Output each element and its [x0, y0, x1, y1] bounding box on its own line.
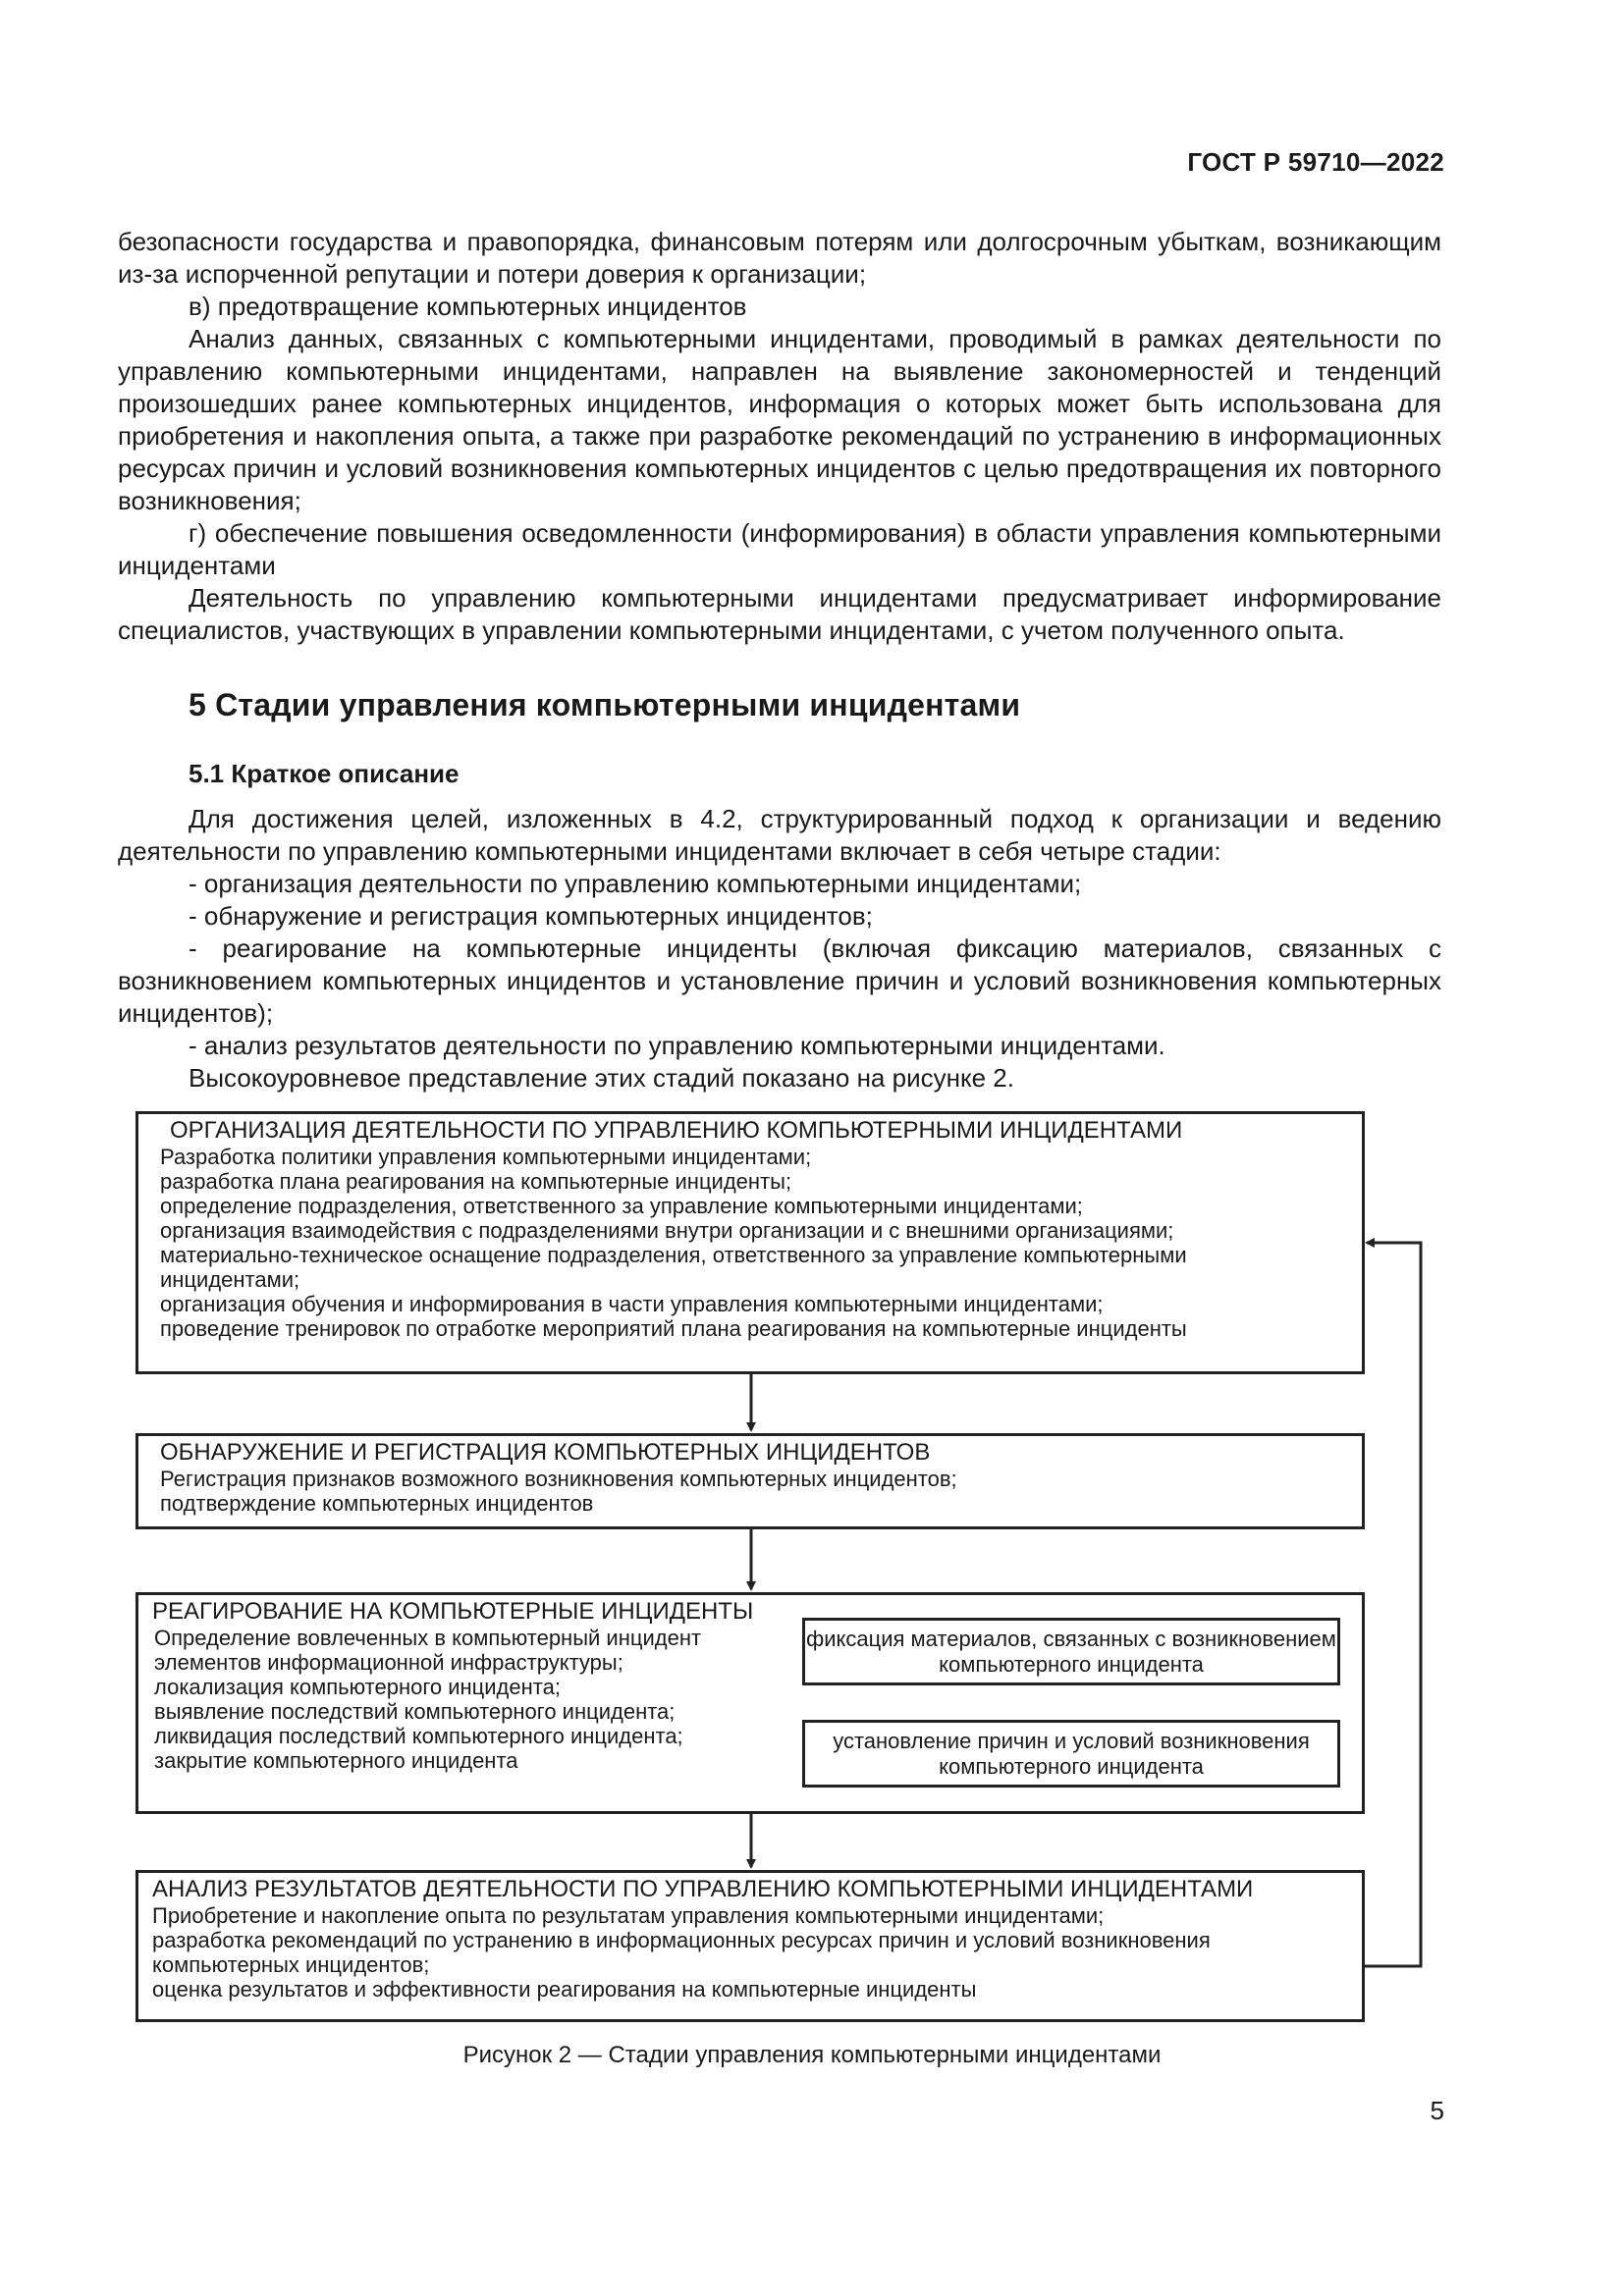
- subsection-heading: 5.1 Краткое описание: [189, 759, 460, 788]
- list-item: - анализ результатов деятельности по управлению компьютерными инцидентами.: [189, 1031, 1165, 1060]
- stage-title: ОРГАНИЗАЦИЯ ДЕЯТЕЛЬНОСТИ ПО УПРАВЛЕНИЮ КОМПЬЮТЕРНЫМИ ИНЦИДЕНТАМИ: [170, 1117, 1183, 1144]
- section-heading: 5 Стадии управления компьютерными инцидентами: [189, 687, 1021, 722]
- paragraph: Анализ данных, связанных с компьютерными инцидентами, проводимый в рамках деятельности по управлению компьютерными инцидентами, направлен на выявление закономерностей и тенденций произошедших ранее компьютерных инцидентов, информация о которых может быть использована для приобретения и накопления опыта, а также при разработке рекомендаций по устранению в информационных ресурсах причин и условий возникновения компьютерных инцидентов с целью предотвращения их повторного возникновения;: [118, 324, 1441, 515]
- subbox-material-fixation: фиксация материалов, связанных с возникновением компьютерного инцидента: [802, 1618, 1340, 1685]
- list-item: - обнаружение и регистрация компьютерных инцидентов;: [189, 901, 873, 931]
- page-number: 5: [1430, 2096, 1444, 2125]
- list-item-g: г) обеспечение повышения осведомленности (информирования) в области управления компьютерными инцидентами: [118, 518, 1441, 580]
- stage-item: организация взаимодействия с подразделениями внутри организации и с внешними организациями;: [160, 1218, 1174, 1243]
- stage-item: материально-техническое оснащение подразделения, ответственного за управление компьютерными инцидентами;: [160, 1243, 1187, 1292]
- stage-item: закрытие компьютерного инцидента: [154, 1748, 518, 1773]
- stage-item: проведение тренировок по отработке мероприятий плана реагирования на компьютерные инциденты: [160, 1316, 1187, 1341]
- document-code: ГОСТ Р 59710—2022: [1187, 147, 1444, 177]
- stage-item: подтверждение компьютерных инцидентов: [160, 1491, 594, 1516]
- figure-caption: Рисунок 2 — Стадии управления компьютерными инцидентами: [462, 2042, 1162, 2068]
- feedback-arrow: [1362, 1243, 1421, 1966]
- stage-item: оценка результатов и эффективности реагирования на компьютерные инциденты: [152, 1977, 977, 2002]
- stage-item: ликвидация последствий компьютерного инцидента;: [154, 1724, 683, 1748]
- stage-item: Регистрация признаков возможного возникновения компьютерных инцидентов;: [160, 1467, 957, 1491]
- stage-analysis-box: [135, 1870, 1365, 2022]
- stage-item: Приобретение и накопление опыта по результатам управления компьютерными инцидентами;: [152, 1903, 1105, 1928]
- paragraph: Высокоуровневое представление этих стадий показано на рисунке 2.: [189, 1063, 1014, 1093]
- stage-organization-box: [135, 1111, 1365, 1374]
- stage-item: определение подразделения, ответственного за управление компьютерными инцидентами;: [160, 1194, 1083, 1218]
- stage-title: ОБНАРУЖЕНИЕ И РЕГИСТРАЦИЯ КОМПЬЮТЕРНЫХ ИНЦИДЕНТОВ: [160, 1439, 931, 1466]
- paragraph: безопасности государства и правопорядка, финансовым потерям или долгосрочным убыткам, возникающим из-за испорченной репутации и потери доверия к организации;: [118, 227, 1441, 289]
- list-item: - реагирование на компьютерные инциденты (включая фиксацию материалов, связанных с возникновением компьютерных инцидентов и установление причин и условий возникновения компьютерных инцидентов);: [118, 934, 1441, 1028]
- subbox-cause-determination: установление причин и условий возникновения компьютерного инцидента: [802, 1720, 1340, 1788]
- stage-item: разработка плана реагирования на компьютерные инциденты;: [160, 1169, 792, 1194]
- stage-items-list: [152, 1626, 763, 1773]
- paragraph: Для достижения целей, изложенных в 4.2, структурированный подход к организации и ведению деятельности по управлению компьютерными инцидентами включает в себя четыре стадии:: [118, 804, 1441, 866]
- stage-item: Разработка политики управления компьютерными инцидентами;: [160, 1145, 812, 1169]
- list-item-v: в) предотвращение компьютерных инцидентов: [189, 292, 747, 321]
- stage-detection-box: [135, 1433, 1365, 1529]
- stage-item: выявление последствий компьютерного инцидента;: [154, 1699, 676, 1724]
- list-item: - организация деятельности по управлению компьютерными инцидентами;: [189, 869, 1082, 898]
- stage-item: локализация компьютерного инцидента;: [154, 1675, 561, 1699]
- stage-item: Определение вовлеченных в компьютерный инцидент элементов информационной инфраструктуры;: [154, 1626, 702, 1675]
- paragraph: Деятельность по управлению компьютерными инцидентами предусматривает информирование специалистов, участвующих в управлении компьютерными инцидентами, с учетом полученного опыта.: [118, 583, 1441, 645]
- stage-item: организация обучения и информирования в части управления компьютерными инцидентами;: [160, 1292, 1104, 1316]
- stage-title: АНАЛИЗ РЕЗУЛЬТАТОВ ДЕЯТЕЛЬНОСТИ ПО УПРАВЛЕНИЮ КОМПЬЮТЕРНЫМИ ИНЦИДЕНТАМИ: [152, 1876, 1254, 1902]
- stage-item: разработка рекомендаций по устранению в информационных ресурсах причин и условий возникновения компьютерных инцидентов;: [152, 1928, 1211, 1977]
- stage-title: РЕАГИРОВАНИЕ НА КОМПЬЮТЕРНЫЕ ИНЦИДЕНТЫ: [152, 1598, 754, 1625]
